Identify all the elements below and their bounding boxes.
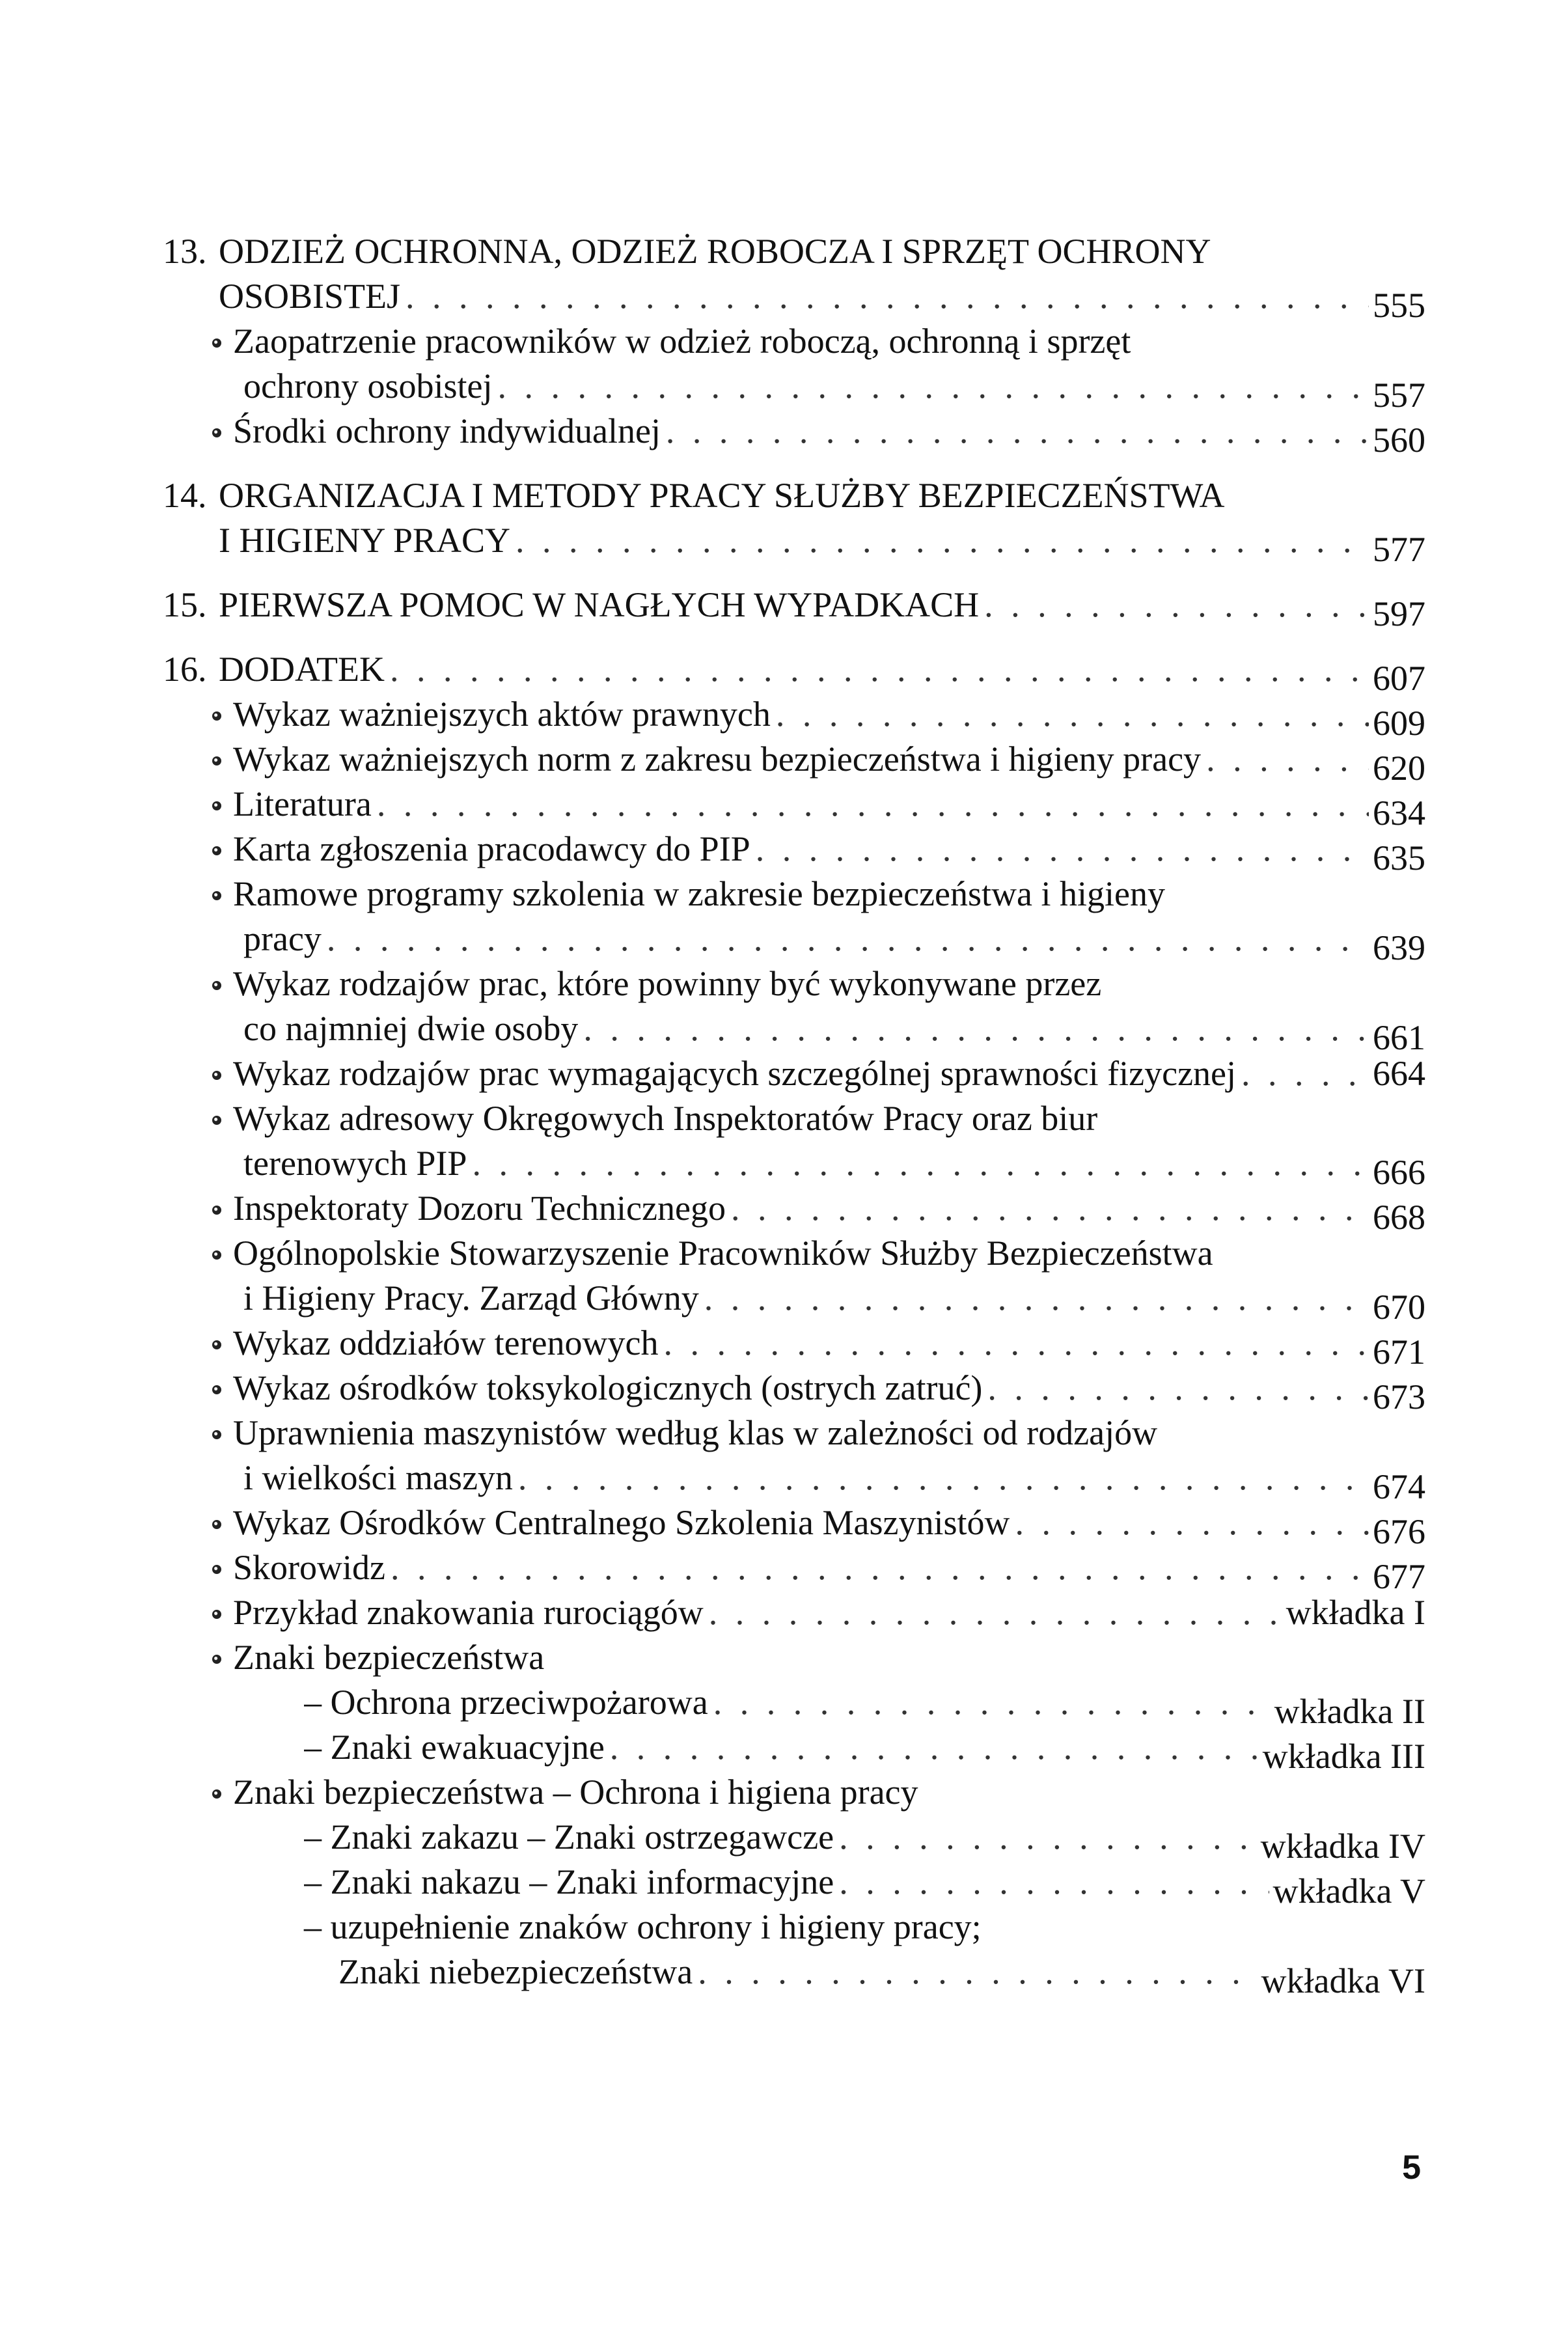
bullet-icon bbox=[212, 1655, 221, 1664]
toc-item: Uprawnienia maszynistów według klas w zależności od rodzajów bbox=[163, 1411, 1425, 1456]
table-of-contents bbox=[163, 229, 1425, 2000]
toc-item-cont: terenowych PIP . . . 666 bbox=[163, 1141, 1425, 1186]
toc-chapter-14-line1 bbox=[163, 473, 1425, 518]
chapter-title-cont: OSOBISTEJ bbox=[219, 277, 401, 316]
bullet-icon bbox=[212, 1520, 221, 1529]
bullet-icon bbox=[212, 1071, 221, 1080]
toc-item: Wykaz ważniejszych norm z zakresu bezpieczeństwa i higieny pracy . . . 620 bbox=[163, 737, 1425, 782]
bullet-icon bbox=[212, 1206, 221, 1215]
toc-item: Karta zgłoszenia pracodawcy do PIP . . . 635 bbox=[163, 827, 1425, 872]
bullet-icon bbox=[212, 891, 221, 900]
bullet-icon bbox=[212, 981, 221, 990]
bullet-icon bbox=[212, 756, 221, 766]
toc-item-cont: ochrony osobistej . . . 557 bbox=[163, 364, 1425, 409]
chapter-title: ODZIEŻ OCHRONNA, ODZIEŻ ROBOCZA I SPRZĘT OCHRONY bbox=[219, 232, 1211, 271]
toc-subitem: – Ochrona przeciwpożarowa . . . wkładka II bbox=[163, 1680, 1425, 1725]
toc-chapter-16 bbox=[163, 647, 1425, 698]
toc-item: Ogólnopolskie Stowarzyszenie Pracowników Służby Bezpieczeństwa bbox=[163, 1231, 1425, 1276]
page-number: 5 bbox=[1402, 2149, 1421, 2187]
toc-subitem: – uzupełnienie znaków ochrony i higieny pracy; bbox=[304, 1907, 982, 1946]
chapter-title: DODATEK bbox=[219, 650, 385, 689]
bullet-icon bbox=[212, 711, 221, 721]
toc-subitem-cont: Znaki niebezpieczeństwa . . . wkładka VI bbox=[163, 1950, 1425, 1994]
toc-chapter-13-line2 bbox=[163, 274, 1425, 325]
toc-subitem: – Znaki ewakuacyjne . . . wkładka III bbox=[163, 1725, 1425, 1770]
bullet-icon bbox=[212, 1340, 221, 1349]
bullet-icon bbox=[212, 428, 221, 437]
bullet-icon bbox=[212, 1610, 221, 1619]
toc-chapter-15 bbox=[163, 583, 1425, 633]
toc-item: Wykaz ośrodków toksykologicznych (ostrych zatruć) . . . 673 bbox=[163, 1366, 1425, 1411]
toc-subitem: – Znaki nakazu – Znaki informacyjne . . . wkładka V bbox=[163, 1860, 1425, 1905]
bullet-icon bbox=[212, 1385, 221, 1394]
toc-chapter-14-line2: I HIGIENY PRACY . . . 577 bbox=[163, 518, 1425, 563]
toc-item-cont: co najmniej dwie osoby . . . 661 bbox=[163, 1006, 1425, 1051]
toc-item: Wykaz rodzajów prac, które powinny być wykonywane przez bbox=[163, 961, 1425, 1006]
toc-item: Środki ochrony indywidualnej . . . 560 bbox=[163, 409, 1425, 454]
toc-item: Wykaz Ośrodków Centralnego Szkolenia Maszynistów . . . 676 bbox=[163, 1500, 1425, 1545]
page-ref: 557 bbox=[1373, 376, 1425, 415]
toc-item: Wykaz rodzajów prac wymagających szczególnej sprawności fizycznej . . . 664 bbox=[163, 1051, 1425, 1096]
toc-item: Wykaz adresowy Okręgowych Inspektoratów Pracy oraz biur bbox=[163, 1096, 1425, 1141]
bullet-icon bbox=[212, 338, 221, 348]
toc-item-cont: i wielkości maszyn . . . 674 bbox=[163, 1456, 1425, 1500]
chapter-number: 15. bbox=[163, 585, 207, 624]
toc-item: Literatura . . . 634 bbox=[163, 782, 1425, 827]
chapter-title: PIERWSZA POMOC W NAGŁYCH WYPADKACH bbox=[219, 585, 980, 624]
page-ref: 597 bbox=[1373, 594, 1425, 633]
toc-item: Ramowe programy szkolenia w zakresie bezpieczeństwa i higieny bbox=[163, 872, 1425, 917]
page-ref: 560 bbox=[1373, 421, 1425, 460]
bullet-icon bbox=[212, 1116, 221, 1125]
toc-item: Znaki bezpieczeństwa – Ochrona i higiena pracy bbox=[163, 1770, 1425, 1815]
bullet-icon bbox=[212, 1250, 221, 1260]
toc-subitem: – Znaki zakazu – Znaki ostrzegawcze . . . wkładka IV bbox=[163, 1815, 1425, 1860]
bullet-icon bbox=[212, 1789, 221, 1799]
bullet-icon bbox=[212, 1565, 221, 1574]
toc-item: Zaopatrzenie pracowników w odzież roboczą, ochronną i sprzęt bbox=[163, 319, 1425, 364]
toc-item-cont: pracy . . . 639 bbox=[163, 917, 1425, 961]
chapter-title: ORGANIZACJA I METODY PRACY SŁUŻBY BEZPIECZEŃSTWA bbox=[219, 476, 1225, 515]
bullet-icon bbox=[212, 1430, 221, 1439]
page-ref: 607 bbox=[1373, 659, 1425, 698]
toc-item-cont: i Higieny Pracy. Zarząd Główny . . . 670 bbox=[163, 1276, 1425, 1321]
chapter-number: 13. bbox=[163, 232, 207, 271]
chapter-number: 14. bbox=[163, 476, 207, 515]
toc-item: Wykaz oddziałów terenowych . . . 671 bbox=[163, 1321, 1425, 1366]
toc-item: Skorowidz . . . 677 bbox=[163, 1545, 1425, 1590]
bullet-icon bbox=[212, 801, 221, 810]
page-ref: 555 bbox=[1373, 286, 1425, 325]
chapter-number: 16. bbox=[163, 650, 207, 689]
toc-item: Przykład znakowania rurociągów . . . wkładka I bbox=[163, 1590, 1425, 1635]
bullet-icon bbox=[212, 846, 221, 855]
toc-item: Znaki bezpieczeństwa bbox=[163, 1635, 1425, 1680]
toc-chapter-13-line1 bbox=[163, 229, 1425, 274]
toc-item: Inspektoraty Dozoru Technicznego . . . 668 bbox=[163, 1186, 1425, 1231]
toc-item: Wykaz ważniejszych aktów prawnych . . . 609 bbox=[163, 692, 1425, 737]
page-ref: 577 bbox=[1373, 530, 1425, 569]
